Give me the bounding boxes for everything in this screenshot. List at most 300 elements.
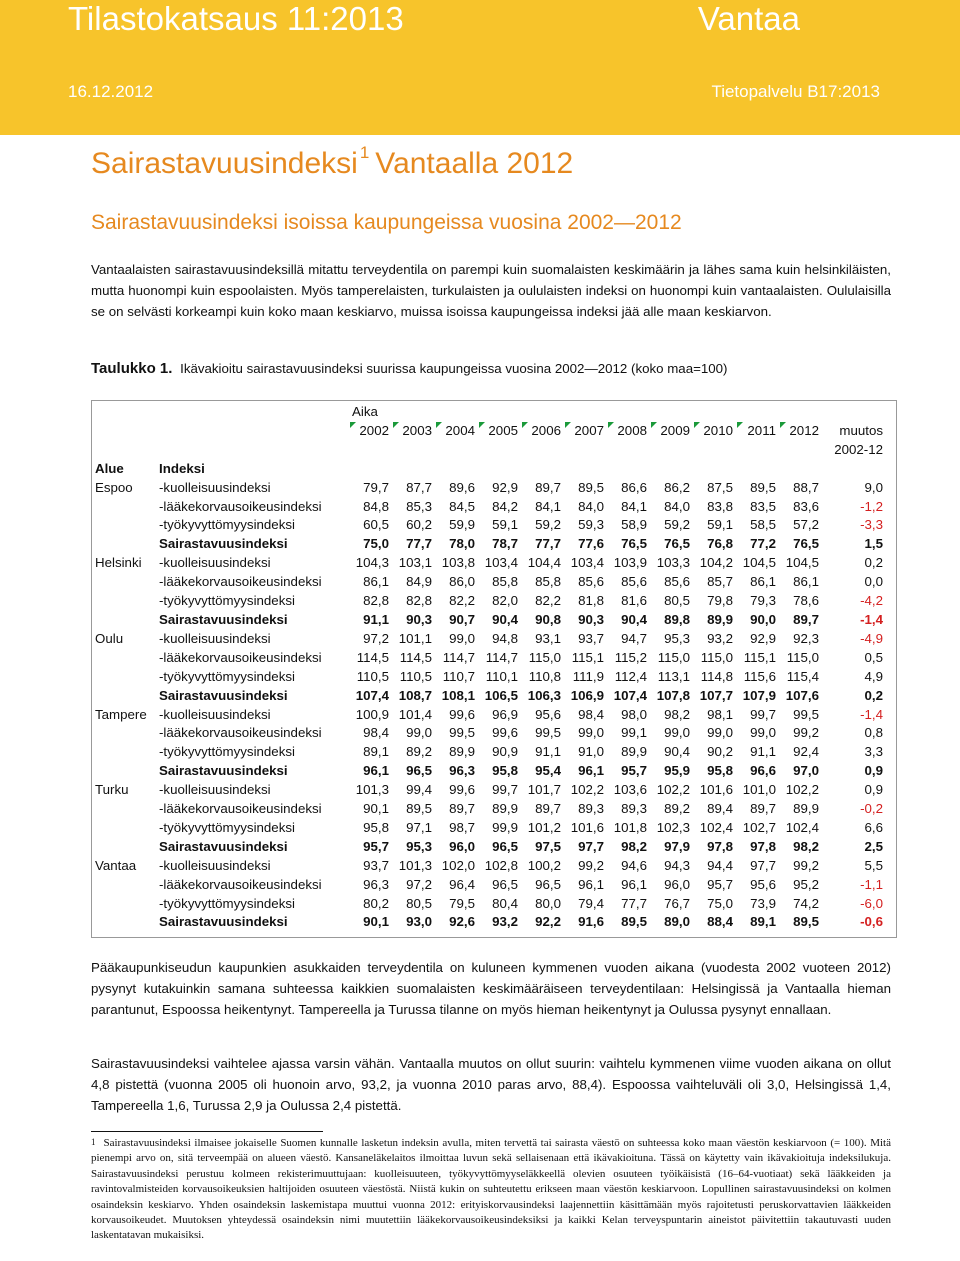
area-cell xyxy=(95,800,159,819)
table-row xyxy=(95,762,885,781)
year-header: 2006 xyxy=(518,422,561,441)
table-row xyxy=(95,838,885,857)
value-cell: 101,3 xyxy=(355,782,389,798)
value-cell: 82,0 xyxy=(492,593,518,609)
change-cell: 0,2 xyxy=(864,687,883,703)
empty-cell xyxy=(95,441,159,460)
value-cell: 92,6 xyxy=(449,914,475,930)
value-cell: 96,5 xyxy=(406,763,432,779)
value-cell: 107,6 xyxy=(785,687,819,703)
change-range-header: 2002-12 xyxy=(834,441,883,457)
year-header: 2009 xyxy=(647,422,690,441)
table-row xyxy=(95,573,885,592)
value-cell: 107,4 xyxy=(355,687,389,703)
index-name-cell: -lääkekorvausoikeusindeksi xyxy=(159,574,322,590)
change-cell: 3,3 xyxy=(864,744,883,760)
report-series-title: Tilastokatsaus 11:2013 xyxy=(68,0,404,37)
value-cell: 91,1 xyxy=(363,611,389,627)
value-cell: 99,0 xyxy=(707,725,733,741)
value-cell: 76,7 xyxy=(664,895,690,911)
value-cell: 94,7 xyxy=(621,630,647,646)
area-cell: Espoo xyxy=(95,479,133,495)
value-cell: 90,1 xyxy=(363,801,389,817)
index-column-header: Indeksi xyxy=(159,460,205,476)
index-name-cell: -työkyvyttömyysindeksi xyxy=(159,819,295,835)
value-cell: 95,3 xyxy=(664,630,690,646)
value-cell: 104,2 xyxy=(699,555,733,571)
empty-cell xyxy=(561,441,604,460)
value-cell: 107,7 xyxy=(699,687,733,703)
change-cell: -1,4 xyxy=(860,611,883,627)
intro-paragraph: Vantaalaisten sairastavuusindeksillä mitattu terveydentila on parempi kuin suomalaisten keskimäärin ja lähes sama kuin helsinkiläisten, mutta huonompi kuin espoolaisten. Myös tamperelaisten, turkulaisten ja oululaisten indeksi on huonompi kuin vantaalaisten. Oululaisilla se on selvästi korkeampi kuin koko maan keskiarvo, muissa isoissa kaupungeissa indeksi jää alle maan keskiarvon. xyxy=(91,262,891,319)
value-cell: 89,5 xyxy=(750,479,776,495)
index-name-cell: -työkyvyttömyysindeksi xyxy=(159,517,295,533)
value-cell: 98,4 xyxy=(578,706,604,722)
value-cell: 102,4 xyxy=(699,819,733,835)
value-cell: 99,5 xyxy=(449,725,475,741)
value-cell: 101,6 xyxy=(570,819,604,835)
value-cell: 97,2 xyxy=(406,876,432,892)
value-cell: 103,9 xyxy=(613,555,647,571)
value-cell: 75,0 xyxy=(363,536,389,552)
value-cell: 89,7 xyxy=(449,801,475,817)
value-cell: 89,7 xyxy=(535,479,561,495)
value-cell: 106,9 xyxy=(570,687,604,703)
value-cell: 97,7 xyxy=(750,857,776,873)
value-cell: 94,8 xyxy=(492,630,518,646)
value-cell: 78,6 xyxy=(793,593,819,609)
empty-cell xyxy=(159,422,346,441)
value-cell: 99,0 xyxy=(750,725,776,741)
value-cell: 99,0 xyxy=(449,630,475,646)
value-cell: 115,0 xyxy=(528,649,561,665)
comment-marker-icon xyxy=(608,422,614,428)
value-cell: 103,4 xyxy=(570,555,604,571)
empty-cell xyxy=(733,441,776,460)
value-cell: 102,2 xyxy=(656,782,690,798)
analysis-paragraph-2: Sairastavuusindeksi vaihtelee ajassa varsin vähän. Vantaalla muutos on ollut suurin: vaihtelu kymmenen viime vuoden aikana on ollut 4,8 pistettä (vuonna 2005 oli huonoin arvo, 93,2, ja vuonna 2010 paras arvo, 88,4). Espoossa vaihteluväli oli 3,0, Helsingissä 1,4, Tampereella 1,6, Turussa 2,9 ja Oulussa 2,4 pistettä. xyxy=(91,1056,891,1113)
value-cell: 85,6 xyxy=(578,574,604,590)
empty-cell xyxy=(518,460,561,479)
value-cell: 84,2 xyxy=(492,498,518,514)
empty-cell xyxy=(389,460,432,479)
area-cell xyxy=(95,724,159,743)
comment-marker-icon xyxy=(350,422,356,428)
empty-cell xyxy=(604,441,647,460)
table-caption: Taulukko 1. Ikävakioitu sairastavuusindeksi suurissa kaupungeissa vuosina 2002—2012 (koko maa=100) xyxy=(91,360,728,377)
value-cell: 110,5 xyxy=(356,668,389,684)
change-cell: 1,5 xyxy=(864,536,883,552)
index-name-cell: -kuolleisuusindeksi xyxy=(159,555,271,571)
area-column-header: Alue xyxy=(95,460,124,476)
value-cell: 73,9 xyxy=(750,895,776,911)
value-cell: 114,5 xyxy=(356,649,389,665)
index-name-cell: -lääkekorvausoikeusindeksi xyxy=(159,649,322,665)
value-cell: 95,6 xyxy=(535,706,561,722)
change-cell: -0,2 xyxy=(860,801,883,817)
value-cell: 95,8 xyxy=(492,763,518,779)
value-cell: 100,2 xyxy=(527,857,561,873)
year-header-row xyxy=(95,422,885,441)
column-label-row xyxy=(95,460,885,479)
value-cell: 77,2 xyxy=(750,536,776,552)
value-cell: 101,2 xyxy=(527,819,561,835)
value-cell: 86,2 xyxy=(664,479,690,495)
value-cell: 60,5 xyxy=(363,517,389,533)
area-cell xyxy=(95,498,159,517)
year-header: 2011 xyxy=(733,422,776,441)
value-cell: 103,6 xyxy=(613,782,647,798)
comment-marker-icon xyxy=(565,422,571,428)
value-cell: 82,2 xyxy=(449,593,475,609)
value-cell: 115,2 xyxy=(614,649,647,665)
empty-cell xyxy=(432,460,475,479)
value-cell: 97,9 xyxy=(664,838,690,854)
value-cell: 115,4 xyxy=(786,668,819,684)
value-cell: 104,5 xyxy=(742,555,776,571)
value-cell: 59,1 xyxy=(707,517,733,533)
value-cell: 102,2 xyxy=(785,782,819,798)
value-cell: 80,5 xyxy=(406,895,432,911)
value-cell: 77,7 xyxy=(535,536,561,552)
value-cell: 98,1 xyxy=(707,706,733,722)
table-row xyxy=(95,895,885,914)
change-cell: 6,6 xyxy=(864,819,883,835)
value-cell: 96,1 xyxy=(578,763,604,779)
empty-cell xyxy=(647,441,690,460)
value-cell: 90,2 xyxy=(707,744,733,760)
change-cell: -3,3 xyxy=(860,517,883,533)
value-cell: 99,9 xyxy=(492,819,518,835)
change-cell: 0,8 xyxy=(864,725,883,741)
index-name-cell: -lääkekorvausoikeusindeksi xyxy=(159,876,322,892)
value-cell: 90,3 xyxy=(578,611,604,627)
value-cell: 99,0 xyxy=(406,725,432,741)
value-cell: 59,2 xyxy=(535,517,561,533)
value-cell: 92,9 xyxy=(750,630,776,646)
value-cell: 115,1 xyxy=(571,649,604,665)
comment-marker-icon xyxy=(694,422,700,428)
value-cell: 93,7 xyxy=(363,857,389,873)
table-header-row xyxy=(95,403,885,422)
year-header: 2007 xyxy=(561,422,604,441)
value-cell: 75,0 xyxy=(707,895,733,911)
value-cell: 82,8 xyxy=(406,593,432,609)
value-cell: 110,8 xyxy=(528,668,561,684)
index-name-cell: Sairastavuusindeksi xyxy=(159,611,288,627)
value-cell: 102,8 xyxy=(484,857,518,873)
table-row xyxy=(95,913,885,932)
value-cell: 103,3 xyxy=(656,555,690,571)
value-cell: 84,8 xyxy=(363,498,389,514)
value-cell: 108,7 xyxy=(398,687,432,703)
value-cell: 89,5 xyxy=(793,914,819,930)
empty-cell xyxy=(475,441,518,460)
table-row xyxy=(95,516,885,535)
value-cell: 85,6 xyxy=(664,574,690,590)
table-row xyxy=(95,611,885,630)
value-cell: 57,2 xyxy=(793,517,819,533)
value-cell: 98,2 xyxy=(664,706,690,722)
empty-cell xyxy=(389,441,432,460)
value-cell: 80,2 xyxy=(363,895,389,911)
change-cell: 0,2 xyxy=(864,555,883,571)
value-cell: 89,1 xyxy=(750,914,776,930)
change-cell: 4,9 xyxy=(864,668,883,684)
value-cell: 93,7 xyxy=(578,630,604,646)
value-cell: 100,9 xyxy=(355,706,389,722)
value-cell: 89,5 xyxy=(578,479,604,495)
value-cell: 97,7 xyxy=(578,838,604,854)
area-cell xyxy=(95,743,159,762)
value-cell: 99,4 xyxy=(406,782,432,798)
value-cell: 112,4 xyxy=(614,668,647,684)
value-cell: 97,0 xyxy=(793,763,819,779)
index-name-cell: Sairastavuusindeksi xyxy=(159,536,288,552)
value-cell: 78,0 xyxy=(449,536,475,552)
value-cell: 95,4 xyxy=(535,763,561,779)
value-cell: 89,9 xyxy=(793,801,819,817)
value-cell: 84,1 xyxy=(621,498,647,514)
value-cell: 96,5 xyxy=(535,876,561,892)
index-name-cell: -kuolleisuusindeksi xyxy=(159,857,271,873)
value-cell: 89,6 xyxy=(449,479,475,495)
value-cell: 79,4 xyxy=(578,895,604,911)
table-row xyxy=(95,819,885,838)
value-cell: 89,5 xyxy=(406,801,432,817)
value-cell: 99,2 xyxy=(793,725,819,741)
value-cell: 95,2 xyxy=(793,876,819,892)
value-cell: 104,3 xyxy=(355,555,389,571)
value-cell: 84,9 xyxy=(406,574,432,590)
section-title: Sairastavuusindeksi isoissa kaupungeissa vuosina 2002—2012 xyxy=(91,211,682,234)
value-cell: 91,1 xyxy=(750,744,776,760)
index-name-cell: -kuolleisuusindeksi xyxy=(159,479,271,495)
value-cell: 89,0 xyxy=(664,914,690,930)
value-cell: 99,2 xyxy=(578,857,604,873)
value-cell: 94,4 xyxy=(707,857,733,873)
area-cell: Tampere xyxy=(95,706,147,722)
value-cell: 102,2 xyxy=(570,782,604,798)
area-cell xyxy=(95,516,159,535)
index-name-cell: Sairastavuusindeksi xyxy=(159,838,288,854)
empty-cell xyxy=(647,460,690,479)
area-cell xyxy=(95,876,159,895)
index-name-cell: -lääkekorvausoikeusindeksi xyxy=(159,801,322,817)
empty-cell xyxy=(776,441,819,460)
value-cell: 101,1 xyxy=(398,630,432,646)
value-cell: 104,4 xyxy=(527,555,561,571)
value-cell: 89,4 xyxy=(707,801,733,817)
value-cell: 86,0 xyxy=(449,574,475,590)
empty-cell xyxy=(346,441,389,460)
value-cell: 114,7 xyxy=(442,649,475,665)
value-cell: 93,2 xyxy=(707,630,733,646)
value-cell: 99,6 xyxy=(492,725,518,741)
area-cell xyxy=(95,687,159,706)
value-cell: 86,6 xyxy=(621,479,647,495)
empty-cell xyxy=(604,460,647,479)
value-cell: 90,9 xyxy=(492,744,518,760)
value-cell: 95,8 xyxy=(707,763,733,779)
empty-cell xyxy=(159,441,346,460)
value-cell: 102,7 xyxy=(742,819,776,835)
value-cell: 99,0 xyxy=(664,725,690,741)
value-cell: 90,1 xyxy=(363,914,389,930)
value-cell: 89,9 xyxy=(621,744,647,760)
change-cell: 0,0 xyxy=(864,574,883,590)
value-cell: 59,2 xyxy=(664,517,690,533)
area-cell xyxy=(95,895,159,914)
value-cell: 89,7 xyxy=(793,611,819,627)
value-cell: 99,6 xyxy=(449,706,475,722)
value-cell: 96,1 xyxy=(578,876,604,892)
value-cell: 115,0 xyxy=(786,649,819,665)
empty-cell xyxy=(690,441,733,460)
value-cell: 113,1 xyxy=(657,668,690,684)
value-cell: 86,1 xyxy=(750,574,776,590)
area-cell xyxy=(95,838,159,857)
value-cell: 92,3 xyxy=(793,630,819,646)
value-cell: 85,8 xyxy=(492,574,518,590)
value-cell: 83,8 xyxy=(707,498,733,514)
year-header: 2010 xyxy=(690,422,733,441)
value-cell: 60,2 xyxy=(406,517,432,533)
change-cell: -0,6 xyxy=(860,914,883,930)
value-cell: 80,0 xyxy=(535,895,561,911)
value-cell: 93,0 xyxy=(406,914,432,930)
empty-cell xyxy=(561,460,604,479)
value-cell: 89,5 xyxy=(621,914,647,930)
empty-cell xyxy=(733,460,776,479)
value-cell: 82,8 xyxy=(363,593,389,609)
change-cell: 0,5 xyxy=(864,649,883,665)
value-cell: 103,8 xyxy=(441,555,475,571)
value-cell: 85,3 xyxy=(406,498,432,514)
change-cell: -1,4 xyxy=(860,706,883,722)
value-cell: 110,5 xyxy=(399,668,432,684)
sickness-index-table xyxy=(95,403,885,932)
value-cell: 93,1 xyxy=(535,630,561,646)
index-name-cell: -kuolleisuusindeksi xyxy=(159,706,271,722)
value-cell: 86,1 xyxy=(793,574,819,590)
value-cell: 84,5 xyxy=(449,498,475,514)
table-row xyxy=(95,706,885,725)
value-cell: 90,7 xyxy=(449,611,475,627)
value-cell: 97,8 xyxy=(707,838,733,854)
index-name-cell: -työkyvyttömyysindeksi xyxy=(159,593,295,609)
value-cell: 77,6 xyxy=(578,536,604,552)
change-cell: -1,1 xyxy=(860,876,883,892)
value-cell: 99,7 xyxy=(750,706,776,722)
area-cell: Vantaa xyxy=(95,857,137,873)
change-range-row xyxy=(95,441,885,460)
footnote-ref: 1 xyxy=(359,143,370,162)
area-cell: Turku xyxy=(95,782,129,798)
report-date: 16.12.2012 xyxy=(68,82,154,101)
value-cell: 114,8 xyxy=(700,668,733,684)
data-table-frame xyxy=(91,400,897,938)
area-cell xyxy=(95,819,159,838)
value-cell: 98,2 xyxy=(793,838,819,854)
change-cell: 2,5 xyxy=(864,838,883,854)
year-header: 2012 xyxy=(776,422,819,441)
comment-marker-icon xyxy=(737,422,743,428)
value-cell: 96,6 xyxy=(750,763,776,779)
comment-marker-icon xyxy=(479,422,485,428)
value-cell: 96,1 xyxy=(363,763,389,779)
value-cell: 90,8 xyxy=(535,611,561,627)
value-cell: 115,0 xyxy=(700,649,733,665)
table-row xyxy=(95,781,885,800)
empty-cell xyxy=(475,460,518,479)
value-cell: 59,3 xyxy=(578,517,604,533)
value-cell: 79,8 xyxy=(707,593,733,609)
value-cell: 84,0 xyxy=(664,498,690,514)
value-cell: 101,0 xyxy=(742,782,776,798)
value-cell: 93,2 xyxy=(492,914,518,930)
value-cell: 90,4 xyxy=(664,744,690,760)
value-cell: 102,0 xyxy=(441,857,475,873)
value-cell: 115,6 xyxy=(743,668,776,684)
value-cell: 106,5 xyxy=(484,687,518,703)
value-cell: 92,4 xyxy=(793,744,819,760)
analysis-paragraph-1: Pääkaupunkiseudun kaupunkien asukkaiden terveydentila on kuluneen kymmenen vuoden aikana (vuodesta 2002 vuoteen 2012) pysynyt kutakuinkin samana suhteessa kaikkien suomalaisten keskimääräiseen terveydentilaan: Helsingissä ja Vantaalla hieman parantunut, Espoossa heikentynyt. Tampereella ja Turussa tilanne on myös hieman heikentynyt ja Oulussa pysynyt ennallaan. xyxy=(91,960,891,1017)
area-cell xyxy=(95,535,159,554)
index-name-cell: -lääkekorvausoikeusindeksi xyxy=(159,498,322,514)
value-cell: 98,4 xyxy=(363,725,389,741)
table-row xyxy=(95,479,885,498)
area-cell xyxy=(95,592,159,611)
table-row xyxy=(95,498,885,517)
table-row xyxy=(95,687,885,706)
value-cell: 101,3 xyxy=(398,857,432,873)
value-cell: 97,2 xyxy=(363,630,389,646)
comment-marker-icon xyxy=(522,422,528,428)
year-header: 2004 xyxy=(432,422,475,441)
value-cell: 96,3 xyxy=(449,763,475,779)
value-cell: 92,9 xyxy=(492,479,518,495)
value-cell: 86,1 xyxy=(363,574,389,590)
empty-cell xyxy=(432,441,475,460)
value-cell: 110,1 xyxy=(485,668,518,684)
value-cell: 89,9 xyxy=(449,744,475,760)
value-cell: 89,2 xyxy=(406,744,432,760)
comment-marker-icon xyxy=(651,422,657,428)
value-cell: 101,7 xyxy=(527,782,561,798)
comment-marker-icon xyxy=(436,422,442,428)
value-cell: 74,2 xyxy=(793,895,819,911)
table-row xyxy=(95,857,885,876)
value-cell: 97,1 xyxy=(406,819,432,835)
value-cell: 107,8 xyxy=(656,687,690,703)
value-cell: 96,5 xyxy=(492,838,518,854)
value-cell: 89,8 xyxy=(664,611,690,627)
value-cell: 58,5 xyxy=(750,517,776,533)
change-cell: 5,5 xyxy=(864,857,883,873)
report-publication: Tietopalvelu B17:2013 xyxy=(711,82,880,101)
value-cell: 89,7 xyxy=(750,801,776,817)
table-row xyxy=(95,649,885,668)
value-cell: 81,8 xyxy=(578,593,604,609)
year-header: 2003 xyxy=(389,422,432,441)
value-cell: 78,7 xyxy=(492,536,518,552)
change-cell: -4,9 xyxy=(860,630,883,646)
value-cell: 79,3 xyxy=(750,593,776,609)
index-name-cell: -kuolleisuusindeksi xyxy=(159,630,271,646)
table-row xyxy=(95,554,885,573)
value-cell: 77,7 xyxy=(621,895,647,911)
